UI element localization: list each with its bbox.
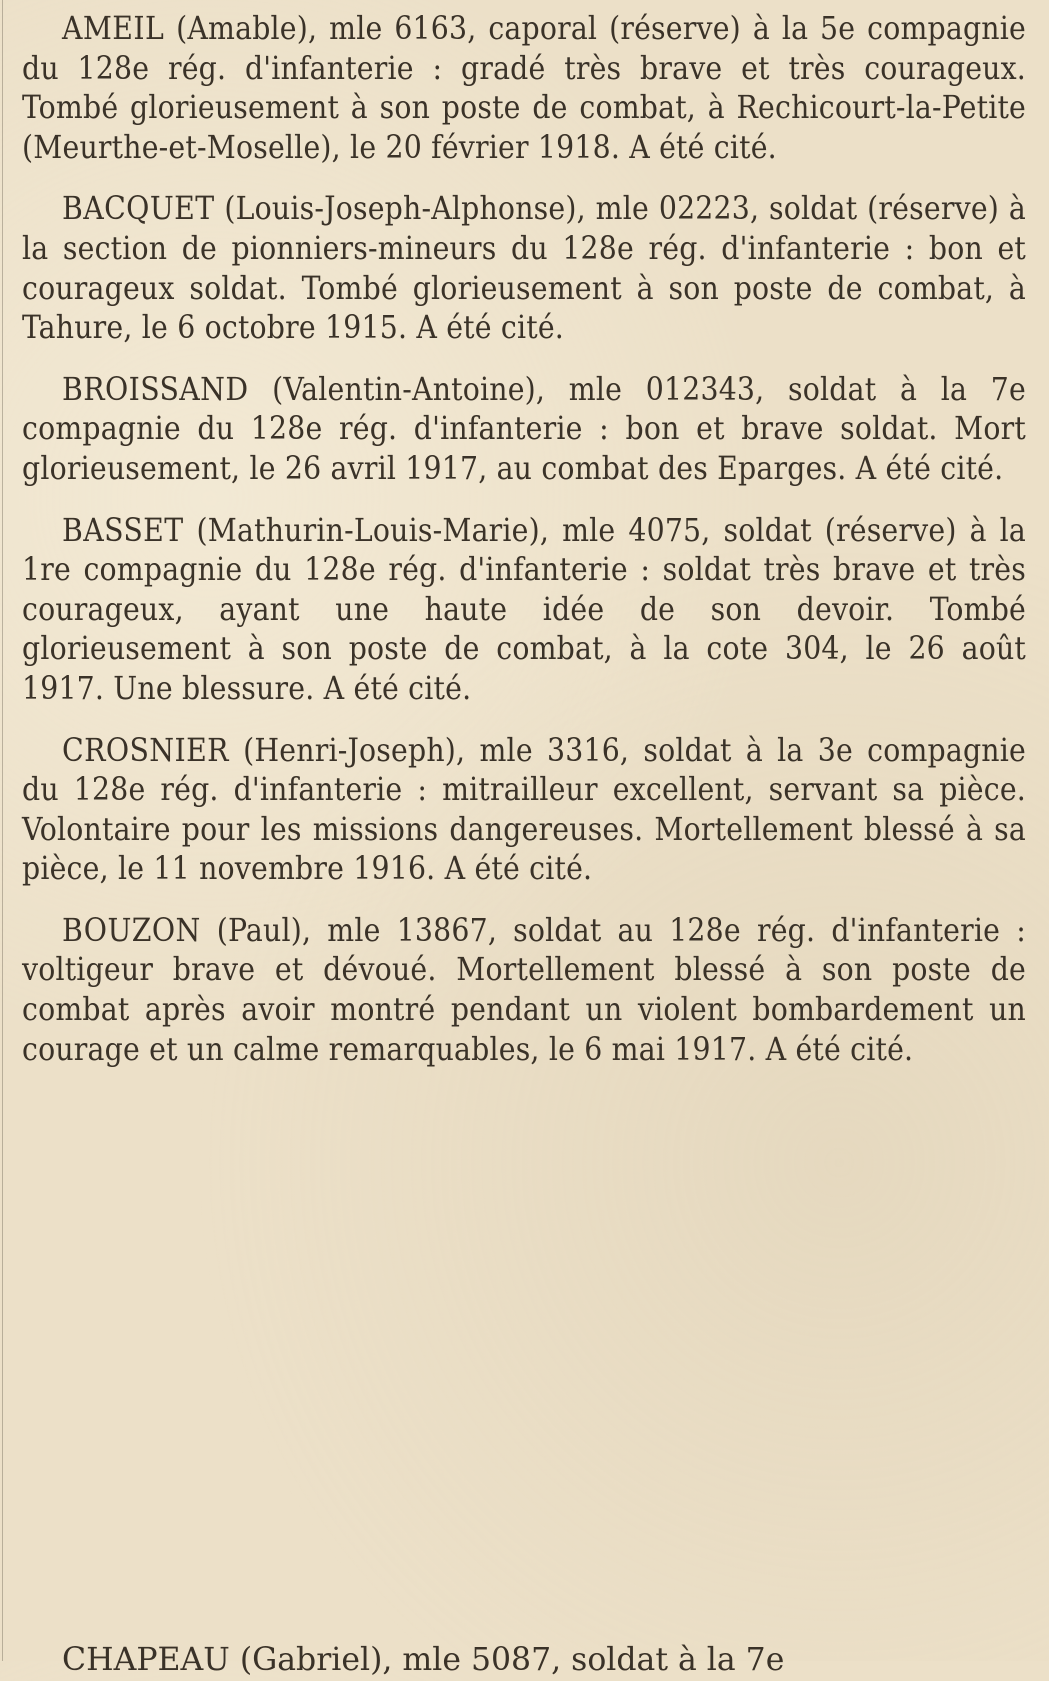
- citation-column: [22, 10, 1026, 1092]
- citation-text: (Paul), mle 13867, soldat au 128e rég. d'infanterie : voltigeur brave et dévoué. Mortellement blessé à son poste de combat après avoir montré pendant un violent bombardement un courage et un calme remarquables, le 6 mai 1917. A été cité.: [22, 912, 1026, 1068]
- citation-entry-broissand: [22, 371, 1026, 490]
- citation-entry-bouzon: [22, 912, 1026, 1070]
- column-rule: [2, 0, 3, 1661]
- citation-surname: BASSET: [62, 512, 184, 549]
- citation-entry-basset: [22, 512, 1026, 710]
- citation-surname: BROISSAND: [62, 371, 249, 408]
- citation-text: (Valentin-Antoine), mle 012343, soldat à la 7e compagnie du 128e rég. d'infanterie : bon et brave soldat. Mort glorieusement, le 26 avril 1917, au combat des Eparges. A été cité.: [22, 371, 1026, 487]
- citation-surname: BACQUET: [62, 191, 215, 228]
- citation-entry-bacquet: [22, 190, 1026, 348]
- citation-text: (Louis-Joseph-Alphonse), mle 02223, soldat (réserve) à la section de pionniers-mineurs du 128e rég. d'infanterie : bon et courageux soldat. Tombé glorieusement à son poste de combat, à Tahure, le 6 octobre 1915. A été cité.: [22, 191, 1026, 347]
- citation-text: (Henri-Joseph), mle 3316, soldat à la 3e compagnie du 128e rég. d'infanterie : mitrailleur excellent, servant sa pièce. Volontaire pour les missions dangereuses. Mortellement blessé à sa pièce, le 11 novembre 1916. A été cité.: [22, 732, 1026, 888]
- citation-entry-crosnier: [22, 732, 1026, 890]
- citation-entry-ameil: [22, 10, 1026, 168]
- citation-surname: CROSNIER: [62, 732, 229, 769]
- citation-surname: AMEIL: [62, 11, 165, 47]
- cut-off-next-entry: CHAPEAU (Gabriel), mle 5087, soldat à la 7e: [62, 1642, 785, 1678]
- citation-text: (Mathurin-Louis-Marie), mle 4075, soldat (réserve) à la 1re compagnie du 128e rég. d'infanterie : soldat très brave et très courageux, ayant une haute idée de son devoir. Tombé glorieusement à son poste de combat, à la cote 304, le 26 août 1917. Une blessure. A été cité.: [22, 512, 1026, 707]
- citation-surname: BOUZON: [62, 912, 201, 949]
- citation-text: (Amable), mle 6163, caporal (réserve) à la 5e compagnie du 128e rég. d'infanterie : gradé très brave et très courageux. Tombé glorieusement à son poste de combat, à Rechicourt-la-Petite (Meurthe-et-Moselle), le 20 février 1918. A été cité.: [22, 11, 1026, 166]
